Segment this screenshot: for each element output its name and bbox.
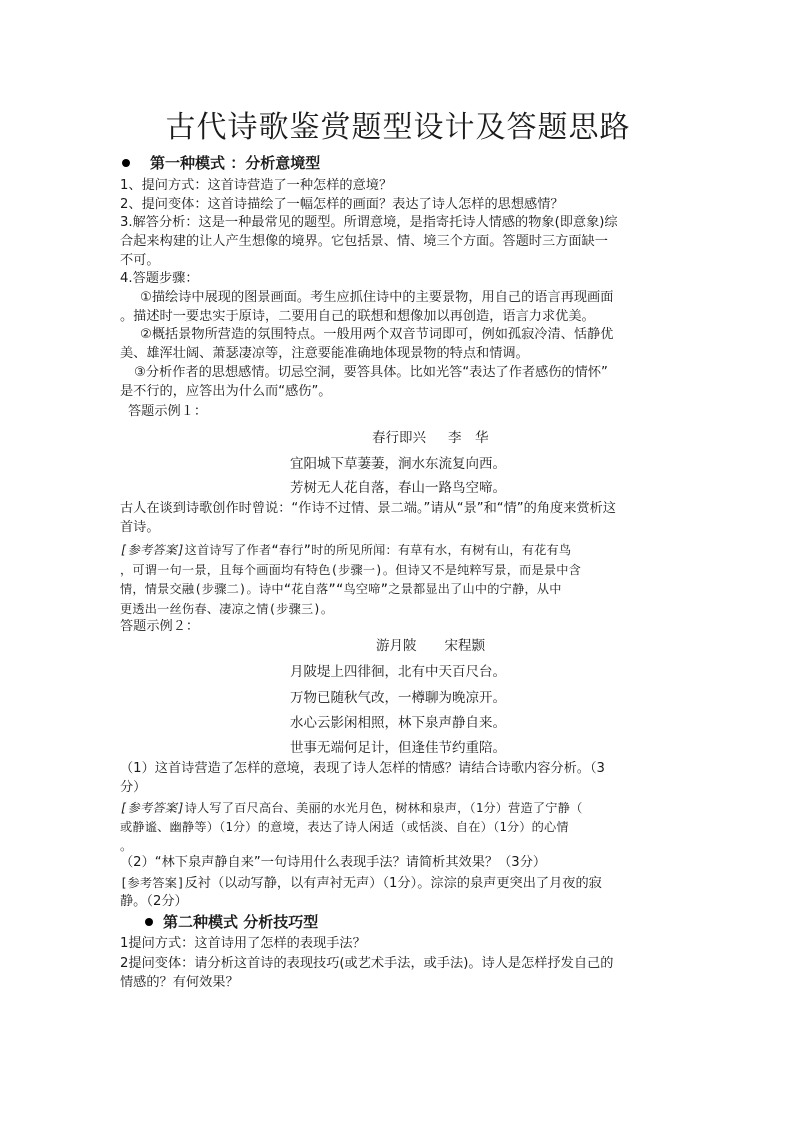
poem2-line1: 月陂堤上四徘徊，北有中天百尺台。	[290, 664, 506, 680]
answer2-text: 诗人写了百尺高台、美丽的水光月色，树林和泉声，（1分）营造了宁静（	[184, 801, 583, 815]
q2-line1: （1）这首诗营造了怎样的意境，表现了诗人怎样的情感？请结合诗歌内容分析。（3	[120, 761, 605, 776]
answer3-line1	[120, 874, 676, 893]
poem2-line4: 世事无端何足计，但逢佳节约重陪。	[290, 740, 506, 756]
poem1-line2: 芳树无人花自落，春山一路鸟空啼。	[290, 480, 506, 496]
q3-line: （2）“林下泉声静自来”一句诗用什么表现手法？请简析其效果？（3分）	[120, 855, 547, 870]
example2-label: 答题示例２：	[120, 619, 200, 634]
step1a: ①描绘诗中展现的图景画面。考生应抓住诗中的主要景物，用自己的语言再现画面	[140, 290, 614, 305]
q1-line2: 首诗。	[120, 520, 160, 535]
poem1-title	[372, 429, 572, 447]
answer1-line2: ，可谓一句一景，且每个画面均有特色(步骤一)。但诗又不是纯粹写景，而是景中含	[120, 563, 582, 577]
answer1-line1	[120, 541, 676, 559]
poem1-title-text: 春行即兴	[372, 430, 426, 446]
step1b: 。描述时一要忠实于原诗，二要用自己的联想和想像加以再创造，语言力求优美。	[120, 309, 595, 324]
poem2-title	[376, 637, 576, 655]
example1-label: 答题示例１：	[128, 404, 208, 419]
s1-line3b: 合起来构建的让人产生想像的境界。它包括景、情、境三个方面。答题时三方面缺一	[120, 234, 608, 249]
answer-tag: [参考答案]	[120, 876, 185, 890]
section1-heading	[122, 154, 678, 172]
answer1-line4: 更透出一丝伤春、凄凉之情(步骤三)。	[120, 602, 334, 616]
page-title: 古代诗歌鉴赏题型设计及答题思路	[165, 110, 631, 145]
poem2-line3: 水心云影闲相照，林下泉声静自来。	[290, 715, 506, 731]
poem1-line1: 宜阳城下草萋萋，涧水东流复向西。	[290, 456, 506, 472]
bullet-icon	[122, 159, 130, 167]
s2-line2b: 情感的？有何效果？	[120, 975, 239, 990]
s1-line1: 1、提问方式：这首诗营造了一种怎样的意境？	[120, 178, 393, 193]
s1-line4: 4.答题步骤：	[120, 271, 199, 286]
step3b: 是不行的，应答出为什么而“感伤”。	[120, 384, 332, 399]
answer-tag: [参考答案]	[120, 543, 185, 557]
s2-line2a: 2提问变体：请分析这首诗的表现技巧(或艺术手法，或手法)。诗人是怎样抒发自己的	[120, 956, 614, 971]
poem2-title-text: 游月陂	[376, 638, 417, 654]
answer3-text: 反衬（以动写静，以有声衬无声）（1分）。淙淙的泉声更突出了月夜的寂	[184, 876, 602, 891]
answer2-line3: 。	[120, 839, 133, 853]
s1-line2: 2、提问变体：这首诗描绘了一幅怎样的画面？表达了诗人怎样的思想感情？	[120, 197, 564, 212]
s2-line1: 1提问方式：这首诗用了怎样的表现手法？	[120, 936, 366, 951]
answer2-line2: 或静谧、幽静等）（1分）的意境，表达了诗人闲适（或恬淡、自在）（1分）的心情	[120, 820, 569, 834]
step2a: ②概括景物所营造的氛围特点。一般用两个双音节词即可，例如孤寂冷清、恬静优	[140, 327, 614, 342]
answer1-text: 这首诗写了作者“春行”时的所见所闻：有草有水，有树有山，有花有鸟	[184, 543, 572, 557]
s1-line3c: 不可。	[120, 253, 160, 268]
section1-heading-text: 第一种模式 ：分析意境型	[150, 154, 321, 172]
answer2-line1	[120, 799, 676, 817]
poem2-line2: 万物已随秋气改，一樽聊为晚凉开。	[290, 690, 506, 706]
answer-tag: [参考答案]	[120, 801, 185, 815]
answer1-line3: 情，情景交融(步骤二)。诗中“花自落”“鸟空啼”之景都显出了山中的宁静，从中	[120, 582, 562, 596]
poem2-author: 宋程颢	[444, 638, 485, 654]
s1-line3a: 3.解答分析：这是一种最常见的题型。所谓意境，是指寄托诗人情感的物象(即意象)综	[120, 215, 618, 230]
section2-heading-text: 第二种模式 分析技巧型	[163, 913, 319, 931]
bullet-icon	[145, 918, 153, 926]
section2-heading	[145, 913, 701, 931]
q1-line1: 古人在谈到诗歌创作时曾说：“作诗不过情、景二端。”请从“景”和“情”的角度来赏析这	[120, 501, 616, 516]
step3a: ③分析作者的思想感情。切忌空洞，要答具体。比如光答“表达了作者感伤的情怀”	[134, 365, 608, 380]
q2-line2: 分）	[120, 780, 147, 795]
answer3-line2: 静。（2分）	[120, 894, 188, 909]
step2b: 美、雄浑壮阔、萧瑟凄凉等，注意要能准确地体现景物的特点和情调。	[120, 346, 529, 361]
poem1-author: 李 华	[448, 430, 489, 446]
